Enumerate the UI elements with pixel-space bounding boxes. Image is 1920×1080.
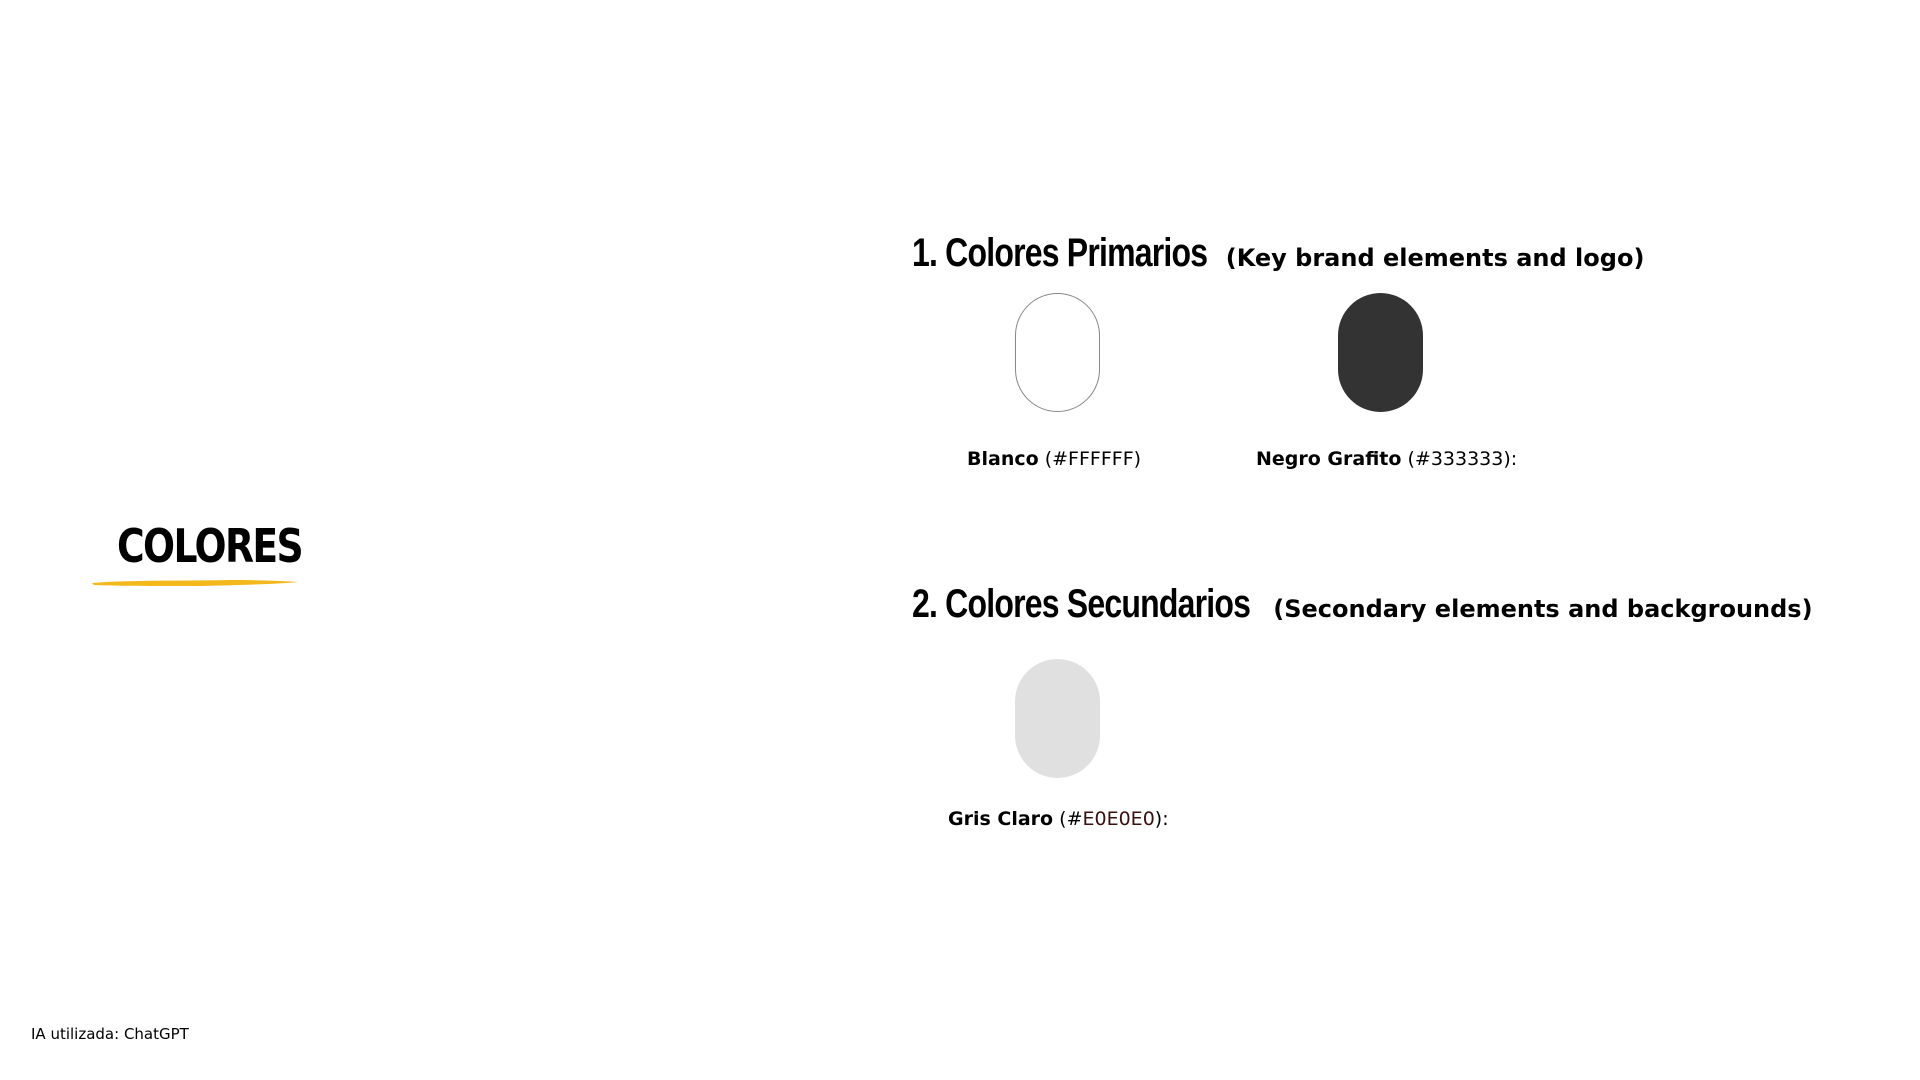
swatch-label-negro-grafito: [1256, 447, 1517, 471]
title-underline-brush: [90, 578, 300, 588]
footer-note: IA utilizada: ChatGPT: [31, 1025, 189, 1043]
section-subtitle: (Key brand elements and logo): [1225, 244, 1645, 272]
section-heading-primary: [912, 225, 1644, 287]
section-subtitle: (Secondary elements and backgrounds): [1273, 595, 1813, 623]
swatch-name: Blanco: [967, 448, 1039, 470]
swatch-label-gris-claro: [948, 807, 1169, 831]
color-swatch-negro-grafito: [1338, 293, 1423, 412]
swatch-name: Negro Grafito: [1256, 448, 1402, 470]
swatch-label-blanco: [967, 447, 1141, 471]
color-swatch-blanco: [1015, 293, 1100, 412]
section-title: 1. Colores Primarios: [912, 231, 1208, 275]
section-title: 2. Colores Secundarios: [912, 582, 1251, 626]
swatch-name: Gris Claro: [948, 808, 1054, 830]
section-heading-secondary: [912, 576, 1813, 638]
swatch-hex: (#FFFFFF): [1044, 448, 1142, 470]
page-title: COLORES: [117, 519, 303, 573]
color-swatch-gris-claro: [1015, 659, 1100, 778]
swatch-hex: (#E0E0E0):: [1059, 808, 1169, 830]
swatch-hex: (#333333):: [1407, 448, 1518, 470]
